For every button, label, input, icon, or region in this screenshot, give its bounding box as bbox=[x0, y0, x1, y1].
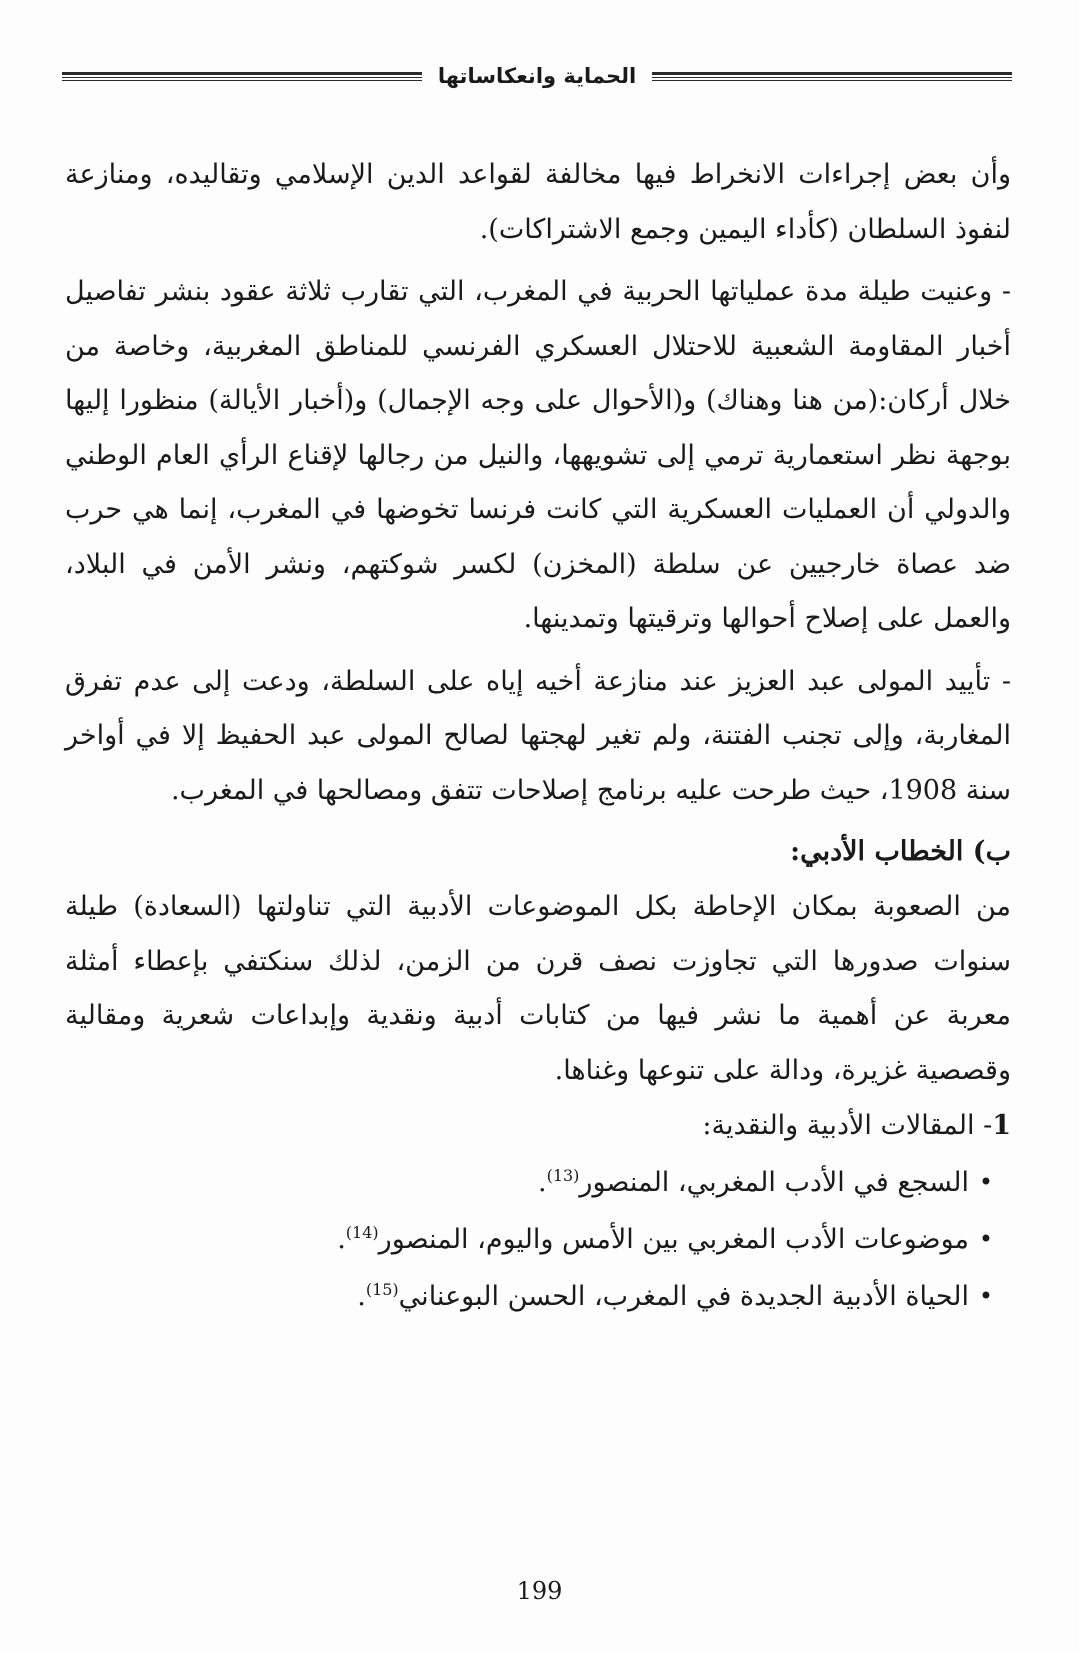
footnote-ref: (13) bbox=[546, 1166, 580, 1185]
footnote-ref: (15) bbox=[365, 1280, 399, 1299]
subsection-title: - المقالات الأدبية والنقدية: bbox=[702, 1110, 993, 1141]
paragraph-3: - تأييد المولى عبد العزيز عند منازعة أخيه إياه على السلطة، ودعت إلى عدم تفرق المغاربة، وإلى تجنب الفتنة، ولم تغير لهجتها لصالح المولى عبد الحفيظ إلا في أواخر سنة 1908، حيث طرحت عليه برنامج إصلاحات تتفق ومصالحها في المغرب. bbox=[65, 665, 1011, 806]
subsection-number: 1 bbox=[992, 1110, 1011, 1141]
subsection-heading bbox=[65, 1098, 1011, 1154]
section-heading: ب) الخطاب الأدبي: bbox=[790, 836, 1011, 867]
list-item-end: . bbox=[357, 1281, 366, 1312]
header-rule-left bbox=[62, 72, 422, 81]
header-rule-right bbox=[652, 72, 1012, 81]
list-item-end: . bbox=[337, 1224, 346, 1255]
section-paragraph: من الصعوبة بمكان الإحاطة بكل الموضوعات الأدبية التي تناولتها (السعادة) طيلة سنوات صدورها التي تجاوزت نصف قرن من الزمن، لذلك سنكتفي بإعطاء أمثلة معربة عن أهمية ما نشر فيها من كتابات أدبية ونقدية وإبداعات شعرية ومقالية وقصصية غزيرة، ودالة على تنوعها وغناها. bbox=[65, 891, 1011, 1086]
running-header bbox=[62, 58, 1012, 94]
running-header-title: الحماية وانعكاساتها bbox=[437, 64, 637, 88]
list-item-text: الحياة الأدبية الجديدة في المغرب، الحسن البوعناني bbox=[398, 1281, 969, 1312]
list-item-end: . bbox=[537, 1167, 547, 1198]
paragraph-2: - وعنيت طيلة مدة عملياتها الحربية في المغرب، التي تقارب ثلاثة عقود بنشر تفاصيل أخبار المقاومة الشعبية للاحتلال العسكري الفرنسي للمناطق المغربية، وخاصة من خلال أركان:(من هنا وهناك) و(الأحوال على وجه الإجمال) و(أخبار الأيالة) منظورا إليها بوجهة نظر استعمارية ترمي إلى تشويهها، والنيل من رجالها لإقناع الرأي العام الوطني والدولي أن العمليات العسكرية التي كانت فرنسا تخوضها في المغرب، إنما هي حرب ضد عصاة خارجيين عن سلطة (المخزن) لكسر شوكتهم، ونشر الأمن في البلاد، والعمل على إصلاح أحوالها وترقيتها وتمدينها. bbox=[65, 276, 1011, 634]
list-item-text: السجع في الأدب المغربي، المنصور bbox=[579, 1167, 969, 1198]
page-body bbox=[65, 148, 1011, 1325]
list-item-text: موضوعات الأدب المغربي بين الأمس واليوم، المنصور bbox=[378, 1224, 969, 1255]
list-item bbox=[65, 1268, 989, 1325]
list-item bbox=[65, 1211, 989, 1268]
list-item bbox=[65, 1154, 989, 1211]
article-list bbox=[65, 1154, 1011, 1325]
paragraph-1: وأن بعض إجراءات الانخراط فيها مخالفة لقواعد الدين الإسلامي وتقاليده، ومنازعة لنفوذ السلطان (كأداء اليمين وجمع الاشتراكات). bbox=[65, 159, 1011, 245]
footnote-ref: (14) bbox=[345, 1223, 379, 1242]
page-number: 199 bbox=[516, 1577, 563, 1605]
